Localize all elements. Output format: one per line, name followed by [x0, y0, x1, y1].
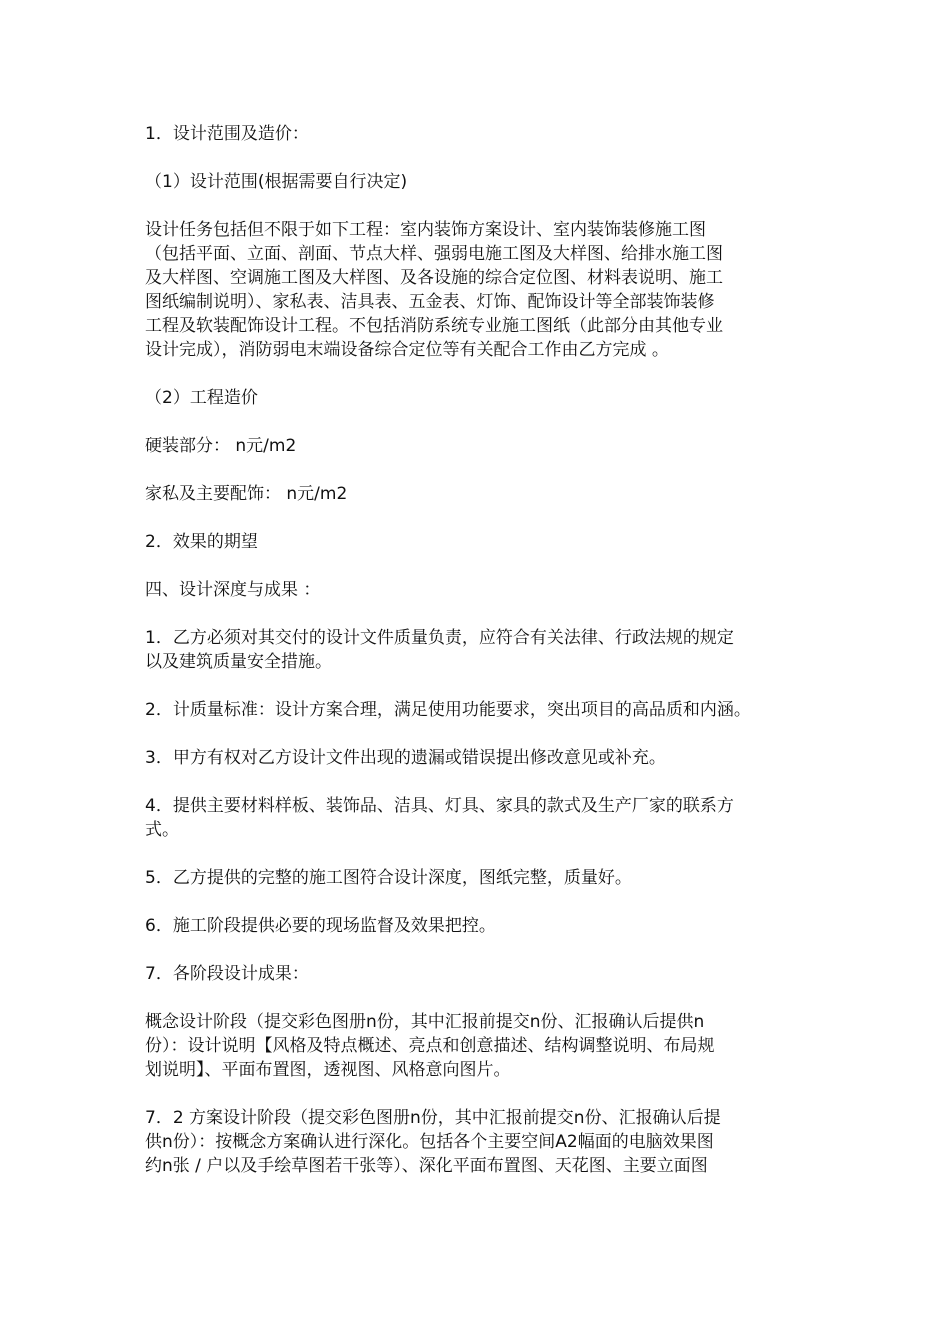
text-line: 式。 [145, 820, 179, 840]
paragraph-p12 [145, 794, 825, 842]
paragraph-p10 [145, 698, 825, 722]
text-line: 1．乙方必须对其交付的设计文件质量负责，应符合有关法律、行政法规的规定 [145, 628, 734, 648]
text-line: 及大样图、空调施工图及大样图、及各设施的综合定位图、材料表说明、施工 [145, 268, 723, 288]
text-line: 7．各阶段设计成果： [145, 964, 309, 984]
text-line: 1．设计范围及造价： [145, 124, 309, 144]
paragraph-p8 [145, 578, 825, 602]
text-line: 工程及软装配饰设计工程。不包括消防系统专业施工图纸（此部分由其他专业 [145, 316, 723, 336]
paragraph-p5 [145, 434, 825, 458]
text-line: 7．2 方案设计阶段（提交彩色图册n份，其中汇报前提交n份、汇报确认后提 [145, 1108, 721, 1128]
text-line: 以及建筑质量安全措施。 [145, 652, 332, 672]
paragraph-p1 [145, 122, 825, 146]
text-line: 4．提供主要材料样板、装饰品、洁具、灯具、家具的款式及生产厂家的联系方 [145, 796, 734, 816]
text-line: 2．计质量标准：设计方案合理，满足使用功能要求，突出项目的高品质和内涵。 [145, 700, 751, 720]
text-line: 2．效果的期望 [145, 532, 258, 552]
paragraph-p4 [145, 386, 825, 410]
paragraph-p13 [145, 866, 825, 890]
paragraph-p17 [145, 1106, 825, 1178]
text-line: 约n张 / 户以及手绘草图若干张等）、深化平面布置图、天花图、主要立面图 [145, 1156, 708, 1176]
text-line: 家私及主要配饰： n元/m2 [145, 484, 348, 504]
text-line: 设计任务包括但不限于如下工程：室内装饰方案设计、室内装饰装修施工图 [145, 220, 706, 240]
paragraph-p7 [145, 530, 825, 554]
paragraph-p14 [145, 914, 825, 938]
paragraph-p6 [145, 482, 825, 506]
text-line: （包括平面、立面、剖面、节点大样、强弱电施工图及大样图、给排水施工图 [145, 244, 723, 264]
document-body [145, 122, 825, 1202]
text-line: （2）工程造价 [145, 388, 258, 408]
paragraph-p15 [145, 962, 825, 986]
text-line: （1）设计范围(根据需要自行决定) [145, 172, 408, 192]
paragraph-p2 [145, 170, 825, 194]
text-line: 5．乙方提供的完整的施工图符合设计深度，图纸完整，质量好。 [145, 868, 632, 888]
text-line: 6．施工阶段提供必要的现场监督及效果把控。 [145, 916, 496, 936]
text-line: 供n份）：按概念方案确认进行深化。包括各个主要空间A2幅面的电脑效果图 [145, 1132, 714, 1152]
text-line: 硬装部分： n元/m2 [145, 436, 297, 456]
text-line: 划说明】、平面布置图，透视图、风格意向图片。 [145, 1060, 511, 1080]
text-line: 3．甲方有权对乙方设计文件出现的遗漏或错误提出修改意见或补充。 [145, 748, 666, 768]
text-line: 概念设计阶段（提交彩色图册n份，其中汇报前提交n份、汇报确认后提供n [145, 1012, 705, 1032]
paragraph-p16 [145, 1010, 825, 1082]
text-line: 四、设计深度与成果 ： [145, 580, 321, 600]
paragraph-p9 [145, 626, 825, 674]
paragraph-p11 [145, 746, 825, 770]
text-line: 图纸编制说明）、家私表、洁具表、五金表、灯饰、配饰设计等全部装饰装修 [145, 292, 715, 312]
text-line: 份）：设计说明【风格及特点概述、亮点和创意描述、结构调整说明、布局规 [145, 1036, 715, 1056]
text-line: 设计完成），消防弱电末端设备综合定位等有关配合工作由乙方完成 。 [145, 340, 669, 360]
paragraph-p3 [145, 218, 825, 362]
